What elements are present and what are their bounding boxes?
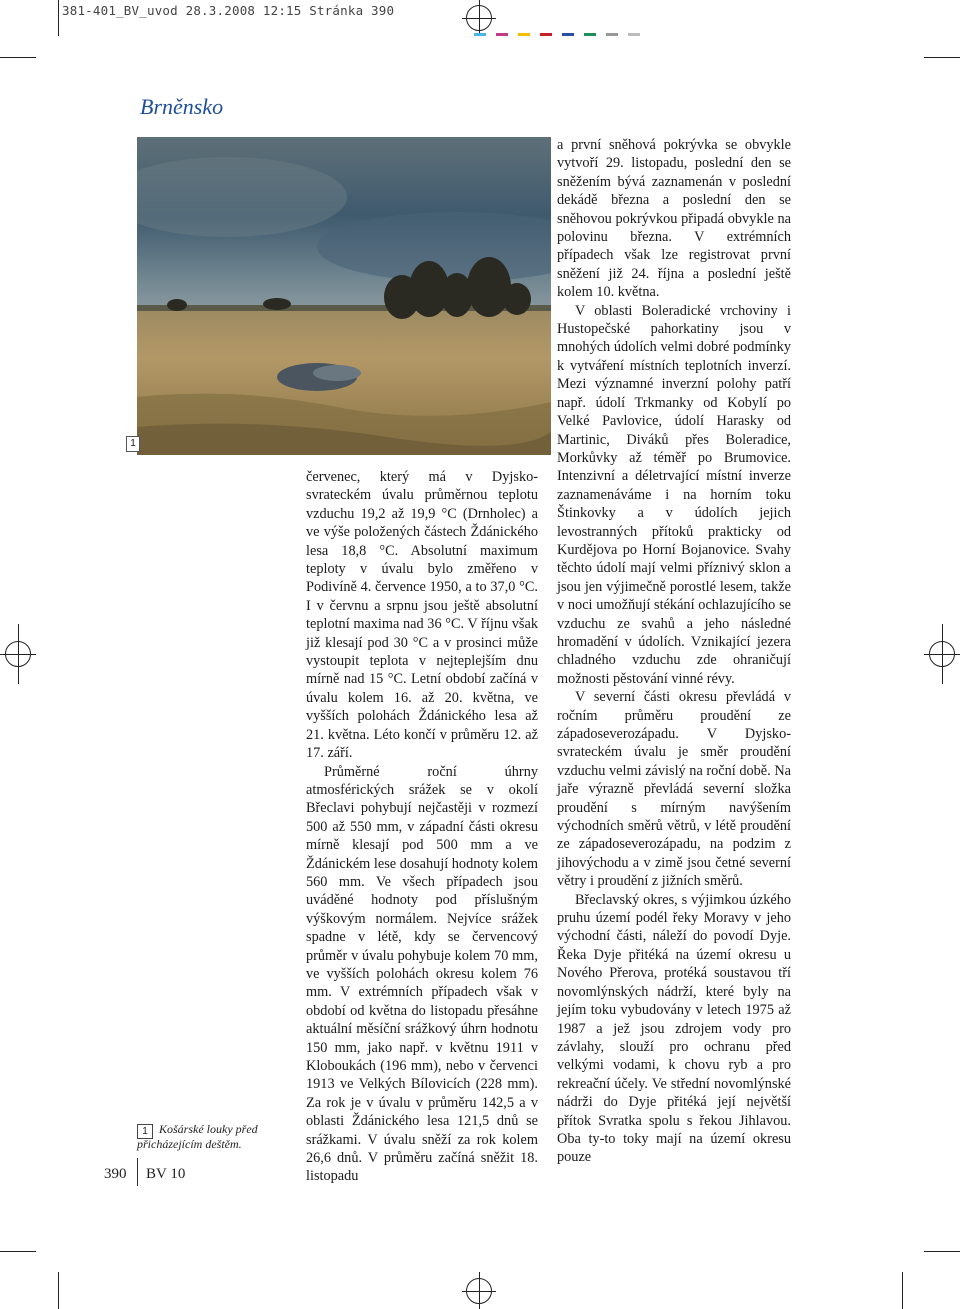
printer-slug-line: 381-401_BV_uvod 28.3.2008 12:15 Stránka 390 — [62, 3, 395, 18]
registration-crosshair — [462, 18, 496, 19]
crop-mark — [58, 1272, 59, 1309]
crop-mark — [0, 1251, 36, 1252]
color-swatch — [628, 33, 640, 36]
figure-number-badge: 1 — [126, 436, 140, 452]
color-swatch — [562, 33, 574, 36]
section-title: Brněnsko — [140, 94, 224, 119]
landscape-photo — [137, 137, 551, 455]
paragraph: V oblasti Boleradické vrchoviny i Hustopečské pahorkatiny jsou v mnohých údolích velmi dobré podmínky k vytváření místních teplotních inverzí. Mezi významné inverzní polohy patří např. údolí Trkmanky od Kobylí po Velké Pavlovice, údolí Harasky od Martinic, Diváků přes Boleradice, Morkůvky až téměř po Brumovice. Intenzivní a déletrvající místní inverze zaznamenáváme i na horním toku Štinkovky a v údolích jejich levostranných přítoků prakticky od Kurdějova po Horní Bojanovice. Svahy těchto údolí mají velmi příznivý sklon a jsou jen výjimečně porostlé lesem, takže v noci umožňují stékání ochlazujícího se vzduchu ze svahů a jeho následné hromadění v údolích. Vznikající jezera chladného vzduchu zde ohraničují možnosti pěstování vinné révy. — [557, 302, 791, 687]
figure-caption: Košárské louky před přicházejícím deštěm. — [137, 1122, 258, 1151]
text-column-right — [557, 136, 791, 1167]
caption-number-badge: 1 — [137, 1124, 153, 1139]
paragraph: Břeclavský okres, s výjimkou úzkého pruhu území podél řeky Moravy v jeho východní části, náleží do povodí Dyje. Řeka Dyje přitéká na území okresu u Nového Přerova, protéká soustavou tří novomlýnských nádrží, které byly na jejím toku vybudovány v letech 1975 až 1987 a jež jsou zdrojem vody pro závlahy, slouží pro ochranu před velkými vodami, k chovu ryb a pro rekreační účely. Ve střední novomlýnské nádrži do Dyje přitéká její největší přítok Svratka spolu s řekou Jihlavou. Oba ty-to toky mají na území okresu pouze — [557, 891, 791, 1166]
crop-mark — [58, 0, 59, 36]
paragraph: a první sněhová pokrývka se obvykle vytvoří 29. listopadu, poslední den se sněžením bývá zaznamenán v poslední dekádě března a poslední den se sněhovou pokrývkou připadá obvykle na polovinu března. V extrémních případech však lze registrovat první sněžení již 24. října a poslední ještě kolem 10. května. — [557, 137, 791, 301]
crop-mark — [0, 57, 36, 58]
registration-crosshair — [924, 654, 960, 655]
crop-mark — [902, 1272, 903, 1309]
color-swatch — [474, 33, 486, 36]
registration-crosshair — [0, 654, 36, 655]
paragraph: Průměrné roční úhrny atmosférických srážek se v okolí Břeclavi pohybují nejčastěji v rozmezí 500 až 550 mm, v západní části okresu mírně klesají pod 500 mm a ve Ždánickém lese dosahují hodnoty kolem 560 mm. Ve všech případech jsou uváděné hodnoty pod příslušným výškovým normálem. Nejvíce srážek spadne v létě, kdy se červencový průměr v úvalu pohybuje kolem 70 mm, ve vyšších polohách okresu kolem 76 mm. V extrémních případech však v období od května do listopadu přesáhne aktuální měsíční srážkový úhrn hodnotu 150 mm, jako např. v květnu 1911 v Kloboukách (196 mm), nebo v červenci 1913 ve Velkých Bílovicích (228 mm). Za rok je v úvalu v průměru 142,5 a v oblasti Ždánického lesa 121,5 dnů se srážkami. V úvalu sněží za rok kolem 26,6 dnů. V průměru začíná sněžit 18. listopadu — [306, 763, 538, 1185]
paragraph: červenec, který má v Dyjsko-svrateckém úvalu průměrnou teplotu vzduchu 19,2 až 19,9 °C (Drnholec) a ve výše položených částech Ždánického lesa 18,8 °C. Absolutní maximum teploty v úvalu bylo změřeno v Podivíně 4. července 1950, a to 37,0 °C. I v červnu a srpnu jsou ještě absolutní teplotní maxima nad 36 °C. V říjnu však již klesají pod 30 °C a v prosinci může vystoupit teplota v nejteplejším dnu mírně nad 15 °C. Letní období začíná v úvalu kolem 16. až 20. května, ve vyšších polohách Ždánického lesa až 21. května. Léto končí v průměru 12. až 17. září. — [306, 469, 538, 762]
crop-mark — [924, 1251, 960, 1252]
color-swatch — [518, 33, 530, 36]
page-number: 390 — [104, 1166, 127, 1182]
color-swatch — [606, 33, 618, 36]
folio-divider — [137, 1158, 138, 1186]
color-control-bar — [474, 33, 650, 36]
color-swatch — [496, 33, 508, 36]
registration-crosshair — [462, 1291, 496, 1292]
crop-mark — [924, 57, 960, 58]
text-column-middle — [306, 468, 538, 1186]
series-label: BV 10 — [146, 1166, 186, 1182]
color-swatch — [540, 33, 552, 36]
paragraph: V severní části okresu převládá v ročním průměru proudění ze západoseverozápadu. V Dyjsko-svrateckém úvalu je směr proudění vzduchu velmi závislý na roční době. Na jaře výrazně převládá severní složka proudění s mírným navýšením východních směrů větrů, v létě proudění ze západoseverozápadu, na podzim z jihovýchodu a v zimě jsou četné severní větry i proudění z jižních směrů. — [557, 689, 791, 890]
color-swatch — [584, 33, 596, 36]
